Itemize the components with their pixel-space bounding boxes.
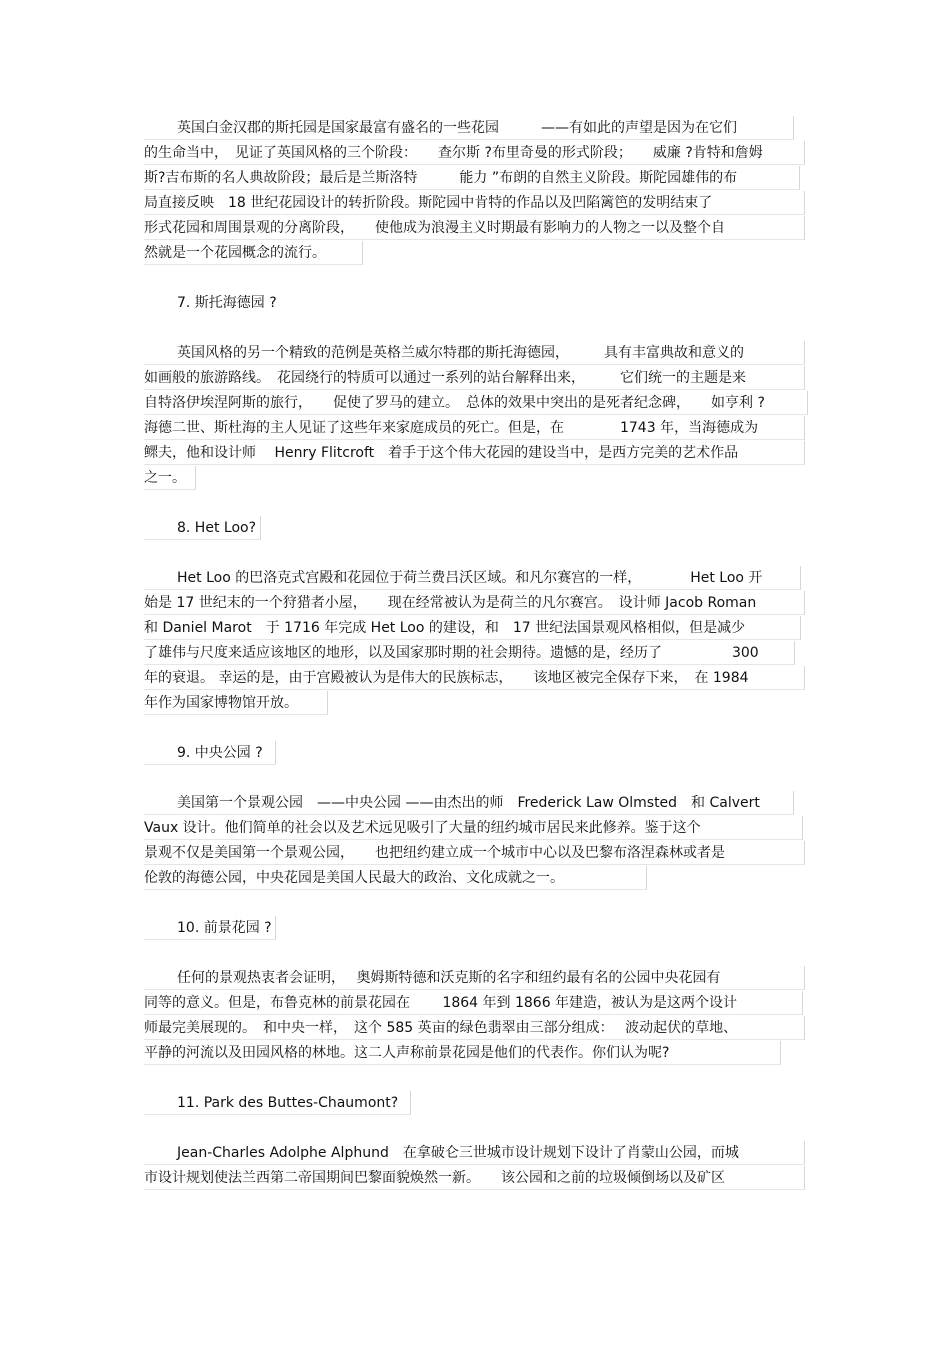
- paragraph-line: 市设计规划使法兰西第二帝国期间巴黎面貌焕然一新。 该公园和之前的垃圾倾倒场以及矿区: [144, 1166, 805, 1190]
- paragraph-line: 始是 17 世纪末的一个狩猎者小屋， 现在经常被认为是荷兰的凡尔赛宫。 设计师 Jacob Roman: [144, 591, 805, 615]
- paragraph-line: 英国白金汉郡的斯托园是国家最富有盛名的一些花园 ——有如此的声望是因为在它们: [144, 116, 794, 140]
- paragraph-line: 景观不仅是美国第一个景观公园， 也把纽约建立成一个城市中心以及巴黎布洛涅森林或者是: [144, 841, 805, 865]
- paragraph-line: 年的衰退。 幸运的是，由于宫殿被认为是伟大的民族标志， 该地区被完全保存下来， 在 1984: [144, 666, 805, 690]
- paragraph-line: 形式花园和周围景观的分离阶段， 使他成为浪漫主义时期最有影响力的人物之一以及整个自: [144, 216, 805, 240]
- paragraph-line: 局直接反映 18 世纪花园设计的转折阶段。斯陀园中肯特的作品以及凹陷篱笆的发明结束了: [144, 191, 805, 215]
- paragraph-line: 同等的意义。但是，布鲁克林的前景花园在 1864 年到 1866 年建造，被认为是这两个设计: [144, 991, 803, 1015]
- paragraph-line: 美国第一个景观公园 ——中央公园 ——由杰出的师 Frederick Law Olmsted 和 Calvert: [144, 791, 794, 815]
- section-heading: 8. Het Loo?: [144, 516, 261, 540]
- paragraph-line: 海德二世、斯杜海的主人见证了这些年来家庭成员的死亡。但是，在 1743 年，当海德成为: [144, 416, 805, 440]
- paragraph-line: 自特洛伊埃涅阿斯的旅行， 促使了罗马的建立。 总体的效果中突出的是死者纪念碑， 如亨利 ?: [144, 391, 808, 415]
- paragraph-line: 的生命当中， 见证了英国风格的三个阶段： 查尔斯 ?布里奇曼的形式阶段； 威廉 ?肯特和詹姆: [144, 141, 805, 165]
- section-heading: 11. Park des Buttes-Chaumont?: [144, 1091, 411, 1115]
- section-heading: 9. 中央公园 ?: [144, 741, 276, 765]
- paragraph-line: Het Loo 的巴洛克式宫殿和花园位于荷兰费吕沃区域。和凡尔赛宫的一样， Het Loo 开: [144, 566, 801, 590]
- section-heading: 7. 斯托海德园 ?: [177, 295, 277, 311]
- paragraph-line: 斯?吉布斯的名人典故阶段；最后是兰斯洛特 能力 ”布朗的自然主义阶段。斯陀园雄伟的布: [144, 166, 800, 190]
- paragraph-line: 鳏夫，他和设计师 Henry Flitcroft 着手于这个伟大花园的建设当中，是西方完美的艺术作品: [144, 441, 805, 465]
- paragraph-line: Jean-Charles Adolphe Alphund 在拿破仑三世城市设计规划下设计了肖蒙山公园，而城: [144, 1141, 805, 1165]
- paragraph-line: 如画般的旅游路线。 花园绕行的特质可以通过一系列的站台解释出来， 它们统一的主题是来: [144, 366, 805, 390]
- paragraph-line: 平静的河流以及田园风格的林地。这二人声称前景花园是他们的代表作。你们认为呢?: [144, 1041, 781, 1065]
- paragraph-line: 英国风格的另一个精致的范例是英格兰威尔特郡的斯托海德园， 具有丰富典故和意义的: [144, 341, 805, 365]
- paragraph-line: 和 Daniel Marot 于 1716 年完成 Het Loo 的建设，和 17 世纪法国景观风格相似，但是减少: [144, 616, 801, 640]
- paragraph-line: 伦敦的海德公园，中央花园是美国人民最大的政治、文化成就之一。: [144, 866, 647, 890]
- paragraph-line: 然就是一个花园概念的流行。: [144, 241, 363, 265]
- section-heading: 10. 前景花园 ?: [144, 916, 276, 940]
- paragraph-line: 师最完美展现的。 和中央一样， 这个 585 英亩的绿色翡翠由三部分组成： 波动起伏的草地、: [144, 1016, 805, 1040]
- paragraph-line: 之一。: [144, 466, 196, 490]
- paragraph-line: Vaux 设计。他们简单的社会以及艺术远见吸引了大量的纽约城市居民来此修养。鉴于这个: [144, 816, 803, 840]
- paragraph-line: 了雄伟与尺度来适应该地区的地形，以及国家那时期的社会期待。遗憾的是，经历了 300: [144, 641, 795, 665]
- paragraph-line: 年作为国家博物馆开放。: [144, 691, 328, 715]
- paragraph-line: 任何的景观热衷者会证明， 奥姆斯特德和沃克斯的名字和纽约最有名的公园中央花园有: [144, 966, 805, 990]
